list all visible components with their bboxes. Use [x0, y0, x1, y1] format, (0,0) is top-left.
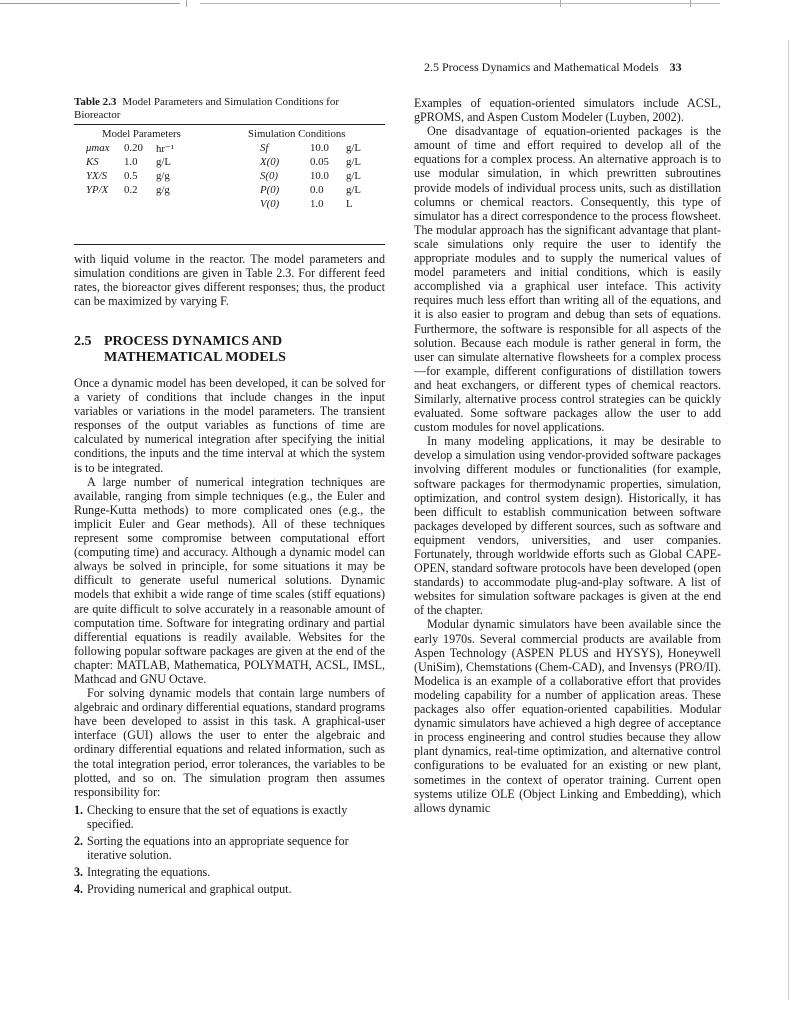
intro-paragraph: with liquid volume in the reactor. The model parameters and simulation conditions are given in Table 2.3. For different feed rates, the bioreactor gives different responses; thus, the product can be maximized by varying F.	[74, 252, 385, 309]
list-item	[74, 865, 385, 879]
table-cell-unit: g/g	[156, 184, 170, 196]
table-cell-symbol: Sf	[260, 142, 269, 154]
table-cell-value: 10.0	[310, 170, 329, 182]
model-parameters-header: Model Parameters	[102, 128, 181, 140]
page-number: 33	[669, 60, 682, 74]
table-cell-symbol: P(0)	[260, 184, 280, 196]
table-cell-value: 0.05	[310, 156, 329, 168]
list-item-text: Integrating the equations.	[87, 865, 211, 880]
section-number: 2.5	[74, 334, 92, 349]
table-label: Table 2.3	[74, 96, 117, 108]
section-heading	[74, 334, 385, 366]
table-cell-unit: g/L	[346, 170, 361, 182]
table-cell-unit: L	[346, 198, 353, 210]
paragraph: For solving dynamic models that contain large numbers of algebraic and ordinary differential equations, standard programs have been developed to assist in this task. A graphical-user interface (GUI) allows the user to enter the algebraic and ordinary differential equations and related information, such as the total integration period, error tolerances, the variables to be plotted, and so on. The simulation program then assumes responsibility for:	[74, 686, 385, 799]
table-cell-value: 1.0	[124, 156, 138, 168]
table-cell-value: 10.0	[310, 142, 329, 154]
scan-artifact-edge	[788, 40, 789, 1000]
table-cell-value: 0.2	[124, 184, 138, 196]
running-head	[424, 60, 724, 75]
list-item	[74, 834, 385, 862]
table-cell-symbol: YX/S	[86, 170, 107, 182]
list-item-number: 2.	[74, 834, 84, 848]
parameter-table	[74, 128, 385, 243]
table-cell-symbol: KS	[86, 156, 99, 168]
table-cell-unit: g/L	[346, 184, 361, 196]
table-cell-unit: g/L	[156, 156, 171, 168]
table-caption-text: Model Parameters and Simulation Conditions for Bioreactor	[74, 96, 340, 121]
section-title-line2: MATHEMATICAL MODELS	[104, 350, 286, 365]
table-caption	[74, 96, 385, 122]
table-cell-symbol: S(0)	[260, 170, 278, 182]
table-cell-unit: g/g	[156, 170, 170, 182]
left-intro	[74, 252, 385, 308]
table-cell-value: 0.0	[310, 184, 324, 196]
right-body	[414, 96, 721, 815]
list-item-text: Sorting the equations into an appropriate sequence for iterative solution.	[87, 834, 349, 863]
responsibility-list	[74, 803, 385, 897]
scan-artifact-top	[0, 0, 791, 8]
running-head-section: 2.5 Process Dynamics and Mathematical Models	[424, 60, 659, 74]
table-cell-symbol: X(0)	[260, 156, 280, 168]
paragraph: Modular dynamic simulators have been available since the early 1970s. Several commercial products are available from Aspen Technology (ASPEN PLUS and HYSYS), Honeywell (UniSim), Chemstations (Chem-CAD), and Invensys (PRO/II). Modelica is an example of a collaborative effort that provides modeling capability for a number of application areas. These packages also offer equation-oriented capabilities. Modular dynamic simulators have achieved a high degree of acceptance in process engineering and control studies because they allow plant dynamics, real-time optimization, and alternative control configurations to be evaluated for an existing or new plant, sometimes in the context of operator training. Current open systems utilize OLE (Object Linking and Embedding), which allows dynamic	[414, 617, 721, 815]
list-item-text: Checking to ensure that the set of equations is exactly specified.	[87, 802, 348, 831]
table-cell-symbol: YP/X	[86, 184, 109, 196]
simulation-conditions-header: Simulation Conditions	[248, 128, 346, 140]
section-title-line1: PROCESS DYNAMICS AND	[104, 334, 283, 349]
table-bottom-rule	[74, 244, 385, 245]
list-item-number: 4.	[74, 882, 84, 897]
table-cell-value: 0.5	[124, 170, 138, 182]
table-cell-value: 1.0	[310, 198, 324, 210]
table-top-rule	[74, 124, 385, 125]
table-cell-symbol: V(0)	[260, 198, 280, 210]
paragraph: A large number of numerical integration techniques are available, ranging from simple techniques (e.g., the Euler and Runge-Kutta methods) to more complicated ones (e.g., the implicit Euler and Gear methods). All of these techniques represent some compromise between computational effort (computing time) and accuracy. Although a dynamic model can always be solved in principle, for some situations it may be difficult to generate useful numerical solutions. Dynamic models that exhibit a wide range of time scales (stiff equations) are quite difficult to solve accurately in a reasonable amount of computation time. Software for integrating ordinary and partial differential equations is readily available. Websites for the following popular software packages are given at the end of the chapter: MATLAB, Mathematica, POLYMATH, ACSL, IMSL, Mathcad and GNU Octave.	[74, 474, 385, 686]
table-cell-value: 0.20	[124, 142, 143, 154]
list-item	[74, 882, 385, 896]
table-cell-symbol: μmax	[86, 142, 110, 154]
list-item-text: Providing numerical and graphical output.	[87, 882, 292, 897]
list-item	[74, 803, 385, 831]
table-cell-unit: g/L	[346, 156, 361, 168]
table-cell-unit: hr⁻¹	[156, 143, 174, 155]
paragraph: Examples of equation-oriented simulators include ACSL, gPROMS, and Aspen Custom Modeler (Luyben, 2002).	[414, 96, 721, 125]
list-item-number: 1.	[74, 802, 84, 817]
paragraph: In many modeling applications, it may be desirable to develop a simulation using vendor-provided software packages involving different modules or functionalities (for example, software packages for thermodynamic properties, simulation, optimization, and control system design). Historically, it has been difficult to establish communication between software packages developed by different sources, such as software and equipment vendors, universities, and user companies. Fortunately, through worldwide efforts such as Global CAPE-OPEN, standard software protocols have been developed (open standards) to accommodate plug-and-play software. A list of websites for simulation software packages is given at the end of the chapter.	[414, 434, 721, 618]
paragraph: Once a dynamic model has been developed, it can be solved for a variety of conditions that include changes in the input variables or variations in the model parameters. The transient responses of the output variables as functions of time are calculated by numerical integration after specifying the initial conditions, the inputs and the time interval at which the system is to be integrated.	[74, 376, 385, 475]
table-cell-unit: g/L	[346, 142, 361, 154]
left-body	[74, 376, 385, 899]
paragraph: One disadvantage of equation-oriented packages is the amount of time and effort required to develop all of the equations for a complex process. An alternative approach is to use modular simulation, in which prewritten subroutines provide models of individual process units, such as distillation columns or chemical reactors. Consequently, this type of simulator has a direct correspondence to the process flowsheet. The modular approach has the significant advantage that plant-scale simulations only require the user to identify the appropriate modules and to supply the numerical values of model parameters and initial conditions, which is easily accomplished via a graphical user inteface. This activity requires much less effort than writing all of the equations, and it is also easier to program and debug than sets of equations. Furthermore, the software is responsible for all aspects of the solution. Because each module is rather general in form, the user can simulate alternative flowsheets for a complex process—for example, different configurations of distillation towers and heat exchangers, or different types of chemical reactors. Similarly, alternative process control strategies can be quickly evaluated. Some software packages allow the user to add custom modules for novel applications.	[414, 124, 721, 435]
list-item-number: 3.	[74, 865, 84, 880]
